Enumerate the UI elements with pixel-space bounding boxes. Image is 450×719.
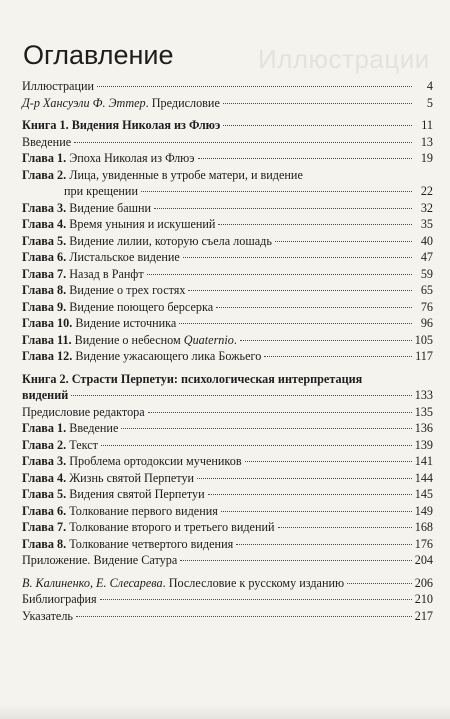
toc-page-number: 217 bbox=[414, 608, 433, 623]
toc-page-number: 105 bbox=[414, 332, 433, 347]
chapter-label: Глава 7. bbox=[22, 266, 67, 281]
toc-entry-text: В. Калиненко, Е. Слесарева. Послесловие к русскому изданию bbox=[22, 575, 345, 590]
toc-entry-text: Глава 3. Видение башни bbox=[22, 200, 152, 215]
toc-page-number: 206 bbox=[414, 575, 433, 590]
leader-dots bbox=[74, 142, 412, 143]
toc-entry-text: Глава 3. Проблема ортодоксии мучеников bbox=[22, 454, 242, 468]
toc-page-number: 32 bbox=[420, 200, 433, 215]
leader-dots bbox=[183, 257, 412, 258]
leader-dots bbox=[188, 290, 412, 291]
toc-entry-text: Библиография bbox=[22, 592, 97, 606]
toc-entry-chapter[interactable] bbox=[22, 519, 433, 536]
toc-entry-text: Глава 4. Жизнь святой Перпетуи bbox=[22, 470, 195, 485]
toc-page-number: 11 bbox=[421, 118, 433, 132]
chapter-label: Глава 4. bbox=[22, 217, 67, 231]
chapter-label: Глава 9. bbox=[22, 299, 67, 314]
toc-page-number: 149 bbox=[414, 503, 433, 518]
leader-dots bbox=[264, 356, 412, 357]
leader-dots bbox=[197, 478, 412, 479]
chapter-label: Глава 4. bbox=[22, 470, 67, 485]
toc-page-number: 133 bbox=[414, 388, 433, 402]
toc-entry-chapter[interactable] bbox=[22, 453, 433, 470]
toc-page-number: 40 bbox=[420, 233, 433, 248]
toc-entry-editor-preface[interactable] bbox=[22, 404, 433, 421]
chapter-label: Глава 6. bbox=[22, 503, 67, 518]
leader-dots bbox=[100, 599, 412, 600]
leader-dots bbox=[221, 511, 412, 512]
leader-dots bbox=[218, 224, 412, 225]
toc-entry-text: Глава 10. Видение источника bbox=[22, 316, 177, 330]
leader-dots bbox=[245, 461, 412, 462]
page-bottom-edge bbox=[0, 705, 450, 719]
leader-dots bbox=[141, 191, 412, 192]
toc-entry-chapter[interactable] bbox=[22, 420, 433, 437]
toc-entry-text: Д-р Хансуэли Ф. Эттер. Предисловие bbox=[22, 95, 220, 110]
toc-page-number: 136 bbox=[414, 421, 433, 435]
chapter-label: Глава 12. bbox=[22, 349, 73, 363]
toc-entry-chapter[interactable] bbox=[22, 348, 433, 365]
leader-dots bbox=[223, 125, 412, 126]
leader-dots bbox=[101, 445, 412, 446]
toc-entry-book-1[interactable] bbox=[22, 117, 433, 134]
toc-page-number: 35 bbox=[420, 217, 433, 231]
chapter-label: Глава 1. bbox=[22, 421, 67, 435]
leader-dots bbox=[148, 412, 412, 413]
toc-page-number: 59 bbox=[420, 266, 433, 281]
italic-term: Quaternio bbox=[183, 332, 234, 347]
toc-page-number: 168 bbox=[414, 520, 433, 534]
leader-dots bbox=[208, 494, 412, 495]
table-of-contents bbox=[22, 78, 433, 624]
chapter-label: Глава 5. bbox=[22, 487, 67, 501]
leader-dots bbox=[278, 527, 412, 528]
leader-dots bbox=[76, 616, 412, 617]
toc-page-number: 176 bbox=[414, 536, 433, 551]
toc-entry-chapter[interactable] bbox=[22, 216, 433, 233]
leader-dots bbox=[147, 274, 412, 275]
toc-entry-text: Глава 5. Видение лилии, которую съела лошадь bbox=[22, 233, 272, 248]
toc-entry-afterword[interactable] bbox=[22, 575, 433, 592]
toc-entry-chapter[interactable] bbox=[22, 167, 433, 200]
toc-entry-chapter[interactable] bbox=[22, 282, 433, 299]
toc-page-number: 4 bbox=[426, 79, 433, 93]
toc-entry-text: Глава 6. Толкование первого видения bbox=[22, 503, 218, 518]
toc-page-number: 5 bbox=[426, 95, 433, 110]
toc-page-number: 76 bbox=[420, 299, 433, 314]
chapter-label: Глава 3. bbox=[22, 454, 67, 468]
leader-dots bbox=[179, 323, 412, 324]
chapter-label: Глава 5. bbox=[22, 233, 67, 248]
leader-dots bbox=[180, 560, 411, 561]
toc-entry-text: Книга 2. Страсти Перпетуи: психологическая интерпретация bbox=[22, 371, 363, 386]
leader-dots bbox=[121, 428, 411, 429]
toc-entry-chapter[interactable] bbox=[22, 200, 433, 217]
toc-entry-text: Иллюстрации bbox=[22, 79, 95, 93]
toc-page-number: 65 bbox=[420, 283, 433, 297]
leader-dots bbox=[275, 241, 412, 242]
toc-entry-text: Глава 7. Назад в Ранфт bbox=[22, 266, 144, 281]
toc-entry-text: Введение bbox=[22, 134, 72, 149]
chapter-label: Глава 7. bbox=[22, 520, 67, 534]
toc-entry-index[interactable] bbox=[22, 608, 433, 625]
toc-entry-chapter[interactable] bbox=[22, 150, 433, 167]
toc-page-number: 139 bbox=[414, 437, 433, 452]
toc-author: Д-р Хансуэли Ф. Эттер bbox=[22, 95, 146, 110]
toc-entry-text: Глава 1. Введение bbox=[22, 421, 119, 435]
chapter-label: Глава 10. bbox=[22, 316, 73, 330]
chapter-label: Глава 6. bbox=[22, 250, 67, 264]
toc-page-number: 22 bbox=[420, 184, 433, 198]
toc-entry-introduction[interactable] bbox=[22, 134, 433, 151]
toc-entry-text: Глава 6. Листальское видение bbox=[22, 250, 180, 264]
toc-entry-text: Указатель bbox=[22, 608, 73, 623]
toc-entry-text: Глава 9. Видение поющего берсерка bbox=[22, 299, 214, 314]
leader-dots bbox=[97, 86, 412, 87]
leader-dots bbox=[71, 395, 411, 396]
toc-entry-text: Приложение. Видение Сатура bbox=[22, 553, 178, 567]
leader-dots bbox=[347, 583, 412, 584]
toc-page-number: 13 bbox=[420, 134, 433, 149]
toc-entry-chapter[interactable] bbox=[22, 486, 433, 503]
toc-page-number: 117 bbox=[415, 349, 433, 363]
chapter-label: Глава 8. bbox=[22, 283, 67, 297]
toc-entry-book-2[interactable] bbox=[22, 371, 433, 404]
toc-entry-chapter[interactable] bbox=[22, 315, 433, 332]
page-title: Оглавление bbox=[23, 40, 174, 70]
toc-entry-text: Глава 2. Текст bbox=[22, 437, 98, 452]
toc-entry-chapter[interactable] bbox=[22, 233, 433, 250]
toc-entry-chapter[interactable] bbox=[22, 332, 433, 349]
toc-entry-preface[interactable] bbox=[22, 95, 433, 112]
toc-page-number: 204 bbox=[414, 553, 433, 567]
toc-page-number: 19 bbox=[420, 151, 433, 165]
toc-entry-chapter[interactable] bbox=[22, 470, 433, 487]
toc-entry-chapter[interactable] bbox=[22, 437, 433, 454]
toc-entry-text: Глава 7. Толкование второго и третьего видений bbox=[22, 520, 275, 534]
toc-entry-appendix[interactable] bbox=[22, 552, 433, 569]
toc-entry-text: Предисловие редактора bbox=[22, 404, 145, 419]
toc-entry-chapter[interactable] bbox=[22, 266, 433, 283]
toc-entry-bibliography[interactable] bbox=[22, 591, 433, 608]
toc-page-number: 141 bbox=[414, 454, 433, 468]
toc-entry-text: Глава 2. Лица, увиденные в утробе матери, и видение bbox=[22, 167, 303, 182]
chapter-label: Глава 8. bbox=[22, 536, 67, 551]
chapter-label: Глава 2. bbox=[22, 167, 67, 182]
toc-page-number: 47 bbox=[420, 250, 433, 264]
toc-entry-chapter[interactable] bbox=[22, 249, 433, 266]
toc-page-number: 144 bbox=[414, 470, 433, 485]
leader-dots bbox=[240, 340, 412, 341]
toc-page-number: 96 bbox=[420, 316, 433, 330]
toc-entry-text: Глава 11. Видение о небесном Quaternio. bbox=[22, 332, 237, 347]
chapter-label: Глава 11. bbox=[22, 332, 72, 347]
toc-page-number: 145 bbox=[414, 487, 433, 501]
toc-page-number: 210 bbox=[414, 592, 433, 606]
chapter-label: Глава 1. bbox=[22, 151, 67, 165]
toc-entry-text: Глава 4. Время уныния и искушений bbox=[22, 217, 216, 231]
toc-entry-text: Глава 12. Видение ужасающего лика Божьего bbox=[22, 349, 262, 363]
leader-dots bbox=[216, 307, 412, 308]
chapter-label: Глава 3. bbox=[22, 200, 67, 215]
toc-entry-text: Глава 1. Эпоха Николая из Флюэ bbox=[22, 151, 195, 165]
toc-entry-text-continued: видений bbox=[22, 388, 69, 402]
leader-dots bbox=[198, 158, 412, 159]
bleed-through-heading: Иллюстрации bbox=[258, 44, 430, 74]
toc-entry-text: Глава 8. Толкование четвертого видения bbox=[22, 536, 234, 551]
toc-entry-text-continued: при крещении bbox=[64, 184, 138, 198]
leader-dots bbox=[236, 544, 412, 545]
toc-entry-chapter[interactable] bbox=[22, 536, 433, 553]
toc-entry-chapter[interactable] bbox=[22, 503, 433, 520]
leader-dots bbox=[154, 208, 412, 209]
toc-page-number: 135 bbox=[414, 404, 433, 419]
toc-author: В. Калиненко, Е. Слесарева bbox=[22, 575, 163, 590]
chapter-label: Глава 2. bbox=[22, 437, 67, 452]
leader-dots bbox=[223, 103, 412, 104]
toc-entry-text: Книга 1. Видения Николая из Флюэ bbox=[22, 118, 221, 132]
toc-entry-chapter[interactable] bbox=[22, 299, 433, 316]
toc-entry-text: Глава 5. Видения святой Перпетуи bbox=[22, 487, 205, 501]
toc-entry-text: Глава 8. Видение о трех гостях bbox=[22, 283, 186, 297]
toc-entry-illustrations[interactable] bbox=[22, 78, 433, 95]
